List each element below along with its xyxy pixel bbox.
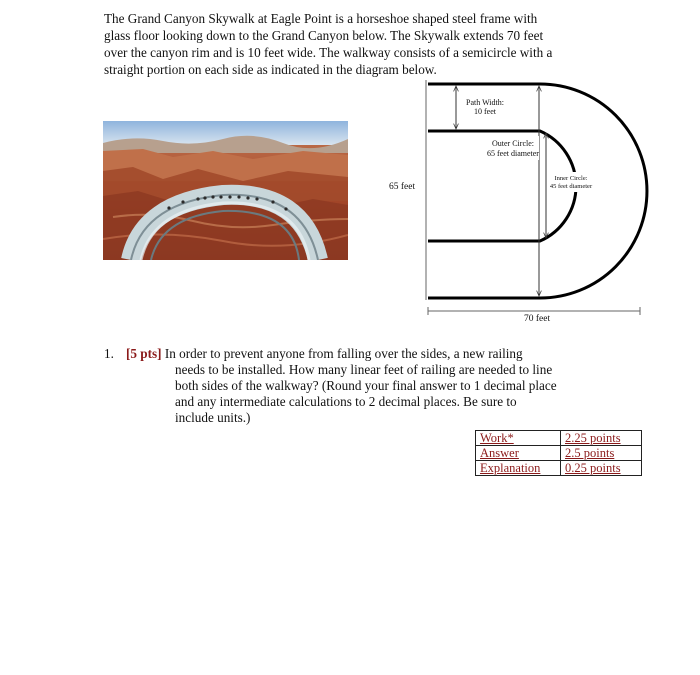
question-points: [5 pts] [126,346,162,361]
question-number: 1. [104,346,114,361]
intro-line-1: The Grand Canyon Skywalk at Eagle Point is a horseshoe shaped steel frame with [104,11,538,26]
path-width-label [455,98,515,116]
table-row [476,431,642,446]
path-width-value: 10 feet [474,107,496,116]
rubric-item: Explanation [476,461,561,476]
question-line-4: and any intermediate calculations to 2 decimal places. Be sure to [175,394,517,409]
intro-line-4: straight portion on each side as indicated in the diagram below. [104,62,437,77]
outer-circle-value: 65 feet diameter [487,149,539,158]
rubric-table [475,430,642,476]
question-line-1 [126,346,626,362]
outer-circle-label [484,139,542,159]
question-line-2: needs to be installed. How many linear feet of railing are needed to line [175,362,553,377]
inner-circle-label [545,175,597,191]
intro-line-2: glass floor looking down to the Grand Canyon below. The Skywalk extends 70 feet [104,28,544,43]
length-label: 70 feet [524,314,551,324]
path-width-title: Path Width: [466,98,504,107]
intro-paragraph [104,10,604,78]
rubric-item: Work* [476,431,561,446]
inner-circle-value: 45 feet diameter [549,183,593,190]
skywalk-photo [103,121,348,260]
question-line-3: both sides of the walkway? (Round your final answer to 1 decimal place [175,378,557,393]
outer-circle-title: Outer Circle: [492,139,534,148]
rubric-points: 2.5 points [561,446,642,461]
intro-line-3: over the canyon rim and is 10 feet wide. The walkway consists of a semicircle with a [104,45,553,60]
table-row [476,446,642,461]
question-line-5: include units.) [175,410,251,425]
rubric-points: 2.25 points [561,431,642,446]
horseshoe-diagram [380,78,670,333]
rubric-points: 0.25 points [561,461,642,476]
height-label: 65 feet [389,182,416,192]
rubric-item: Answer [476,446,561,461]
table-row [476,461,642,476]
question-body [126,346,626,426]
question-line-1-text: In order to prevent anyone from falling over the sides, a new railing [164,346,523,361]
skywalk-photo-illustration [103,121,348,260]
inner-circle-title: Inner Circle: [554,175,588,182]
horseshoe-diagram-svg [380,78,670,333]
